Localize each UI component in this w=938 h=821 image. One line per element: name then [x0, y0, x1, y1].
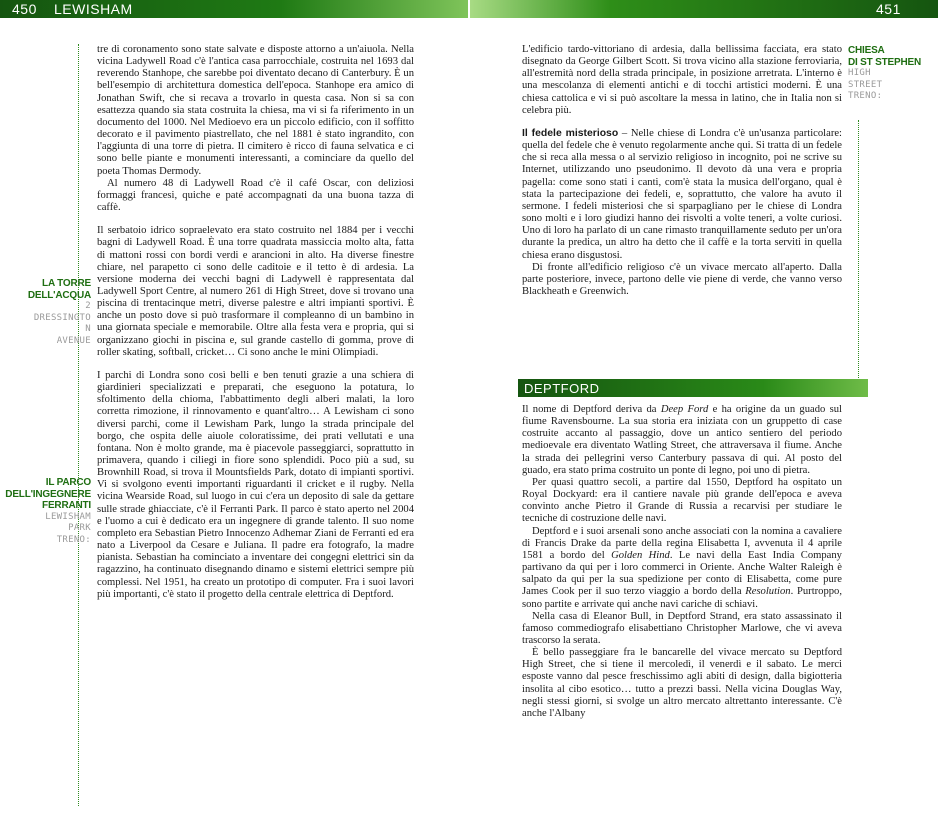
paragraph-st-stephen: L'edificio tardo-vittoriano di ardesia, dalla bellissima facciata, era stato disegnato da George Gilbert Scott. Si trova vicino alla stazione ferroviaria, all'estremità nord della strada principale, in posizione arretrata. L'interno è una mescolanza di elementi antichi e di tocchi artistici moderni. È una chiesa cattolica e vi si può ascoltare la messa in latino, che in Italia non si celebra più.	[522, 44, 842, 116]
sidenote-address: TRENO:	[56, 534, 91, 545]
paragraph: Nella casa di Eleanor Bull, in Deptford Strand, era stato assassinato il famoso commediografo elisabettiano Christopher Marlowe, che vi aveva trascorso la serata.	[522, 610, 842, 646]
right-page-number: 451	[876, 1, 901, 17]
paragraph: Di fronte all'edificio religioso c'è un vivace mercato all'aperto. Dalla parte posteriore, invece, partono delle vie piene di verde, che vanno verso Blackheath e Greenwich.	[522, 261, 842, 297]
paragraph-water-tower: Il serbatoio idrico sopraelevato era stato costruito nel 1884 per i vecchi bagni di Ladywell Road. È una torre quadrata massiccia molto alta, fatta di mattoni rossi con bordi verdi e arancioni in alto. Ha diverse finestre chiare, nel parapetto ci sono delle caditoie e il tetto è di ardesia. La versione moderna dei vecchi bagni di Ladywell è rappresentata dal Ladywell Sport Centre, al numero 261 di High Street, dove si trovano una piscina di trentacinque metri, diverse palestre e altri impianti sportivi. È anche un posto dove si può trasformare il compleanno di un bambino in una giornata speciale e memorabile. Oltre alla festa vera e propria, qui si organizzano giochi in piscina e, sul grande castello di gomma, prove di roller skating, softball, cricket… Ci sono anche le mini Olimpiadi.	[97, 225, 414, 358]
sidenote-address: N	[85, 324, 91, 334]
sidenote-address: LEWISHAM	[45, 511, 91, 522]
left-column	[97, 44, 414, 601]
sidenote-title: IL PARCO	[45, 477, 91, 488]
paragraph-mystery-worshipper: Il fedele misterioso – Nelle chiese di Londra c'è un'usanza particolare: quella del fedele che è venuto regolarmente anche qui. Si tratta di un fedele che si reca alla messa o al servizio religioso in incognito, poi ne scrive su Internet, utilizzando uno pseudonimo. Il devoto dà una vera e propria pagella: come sono stati i canti, com'è stata la musica dell'organo, qual è stata la partecipazione dei fedeli, e, soprattutto, che valore ha avuto il sermone. I fedeli misteriosi che si sparpagliano per le chiese di Londra sono molti e i loro giudizi hanno dei risvolti a volte teneri, a volte curiosi. Uno di loro ha parlato di un cane rimasto tranquillamente seduto per un'ora durante la predica, un altro ha detto che il caffè e la torta serviti in quella chiesa erano disgustosi.	[522, 127, 842, 261]
italic-ship-name: Golden Hind	[611, 549, 670, 561]
paragraph: È bello passeggiare fra le bancarelle del vivace mercato su Deptford High Street, che si tiene il mercoledì, il venerdì e il sabato. Le merci esposte vanno dal pesce freschissimo agli abiti di design, dalla bigiotteria insolita al cibo esotico… tutto a prezzi bassi. Nella vicina Douglas Way, negli stessi giorni, si svolge un altro mercato altrettanto interessante. C'è anche l'Albany	[522, 647, 842, 719]
paragraph: Deptford e i suoi arsenali sono anche associati con la nomina a cavaliere di Francis Drake da parte della regina Elisabetta I, avvenuta il 4 aprile 1581 a bordo del Golden Hind. Le navi della East India Company partivano da qui per i loro commerci in Oriente. Anche Walter Raleigh è salpato da qui per la sua spedizione per conto di Elisabetta, come pure James Cook per il suo terzo viaggio a bordo della Resolution. Purtroppo, sono partite e arrivate qui anche navi cariche di schiavi.	[522, 525, 842, 610]
sidenote-address: DRESSINGTO	[33, 312, 91, 323]
section-title: DEPTFORD	[524, 381, 600, 396]
sidenote-title: DI ST STEPHEN	[848, 56, 921, 68]
sidenote-water-tower	[0, 278, 91, 347]
right-column-deptford	[522, 404, 842, 720]
left-page-number: 450	[12, 1, 37, 17]
sidenote-title: DELL'INGEGNERE	[5, 488, 91, 500]
sidenote-address: 2	[85, 301, 91, 311]
paragraph: Il nome di Deptford deriva da Deep Ford e ha origine da un guado sul fiume Ravensbourne. La sua storia era iniziata con un gruppetto di case costruite accanto al passaggio, dove un antico sentiero del periodo medioevale era diventato Watling Street, che attraversava il fiume. Anche la strada dei pellegrini verso Canterbury passava di qui. Al posto del guado, era stato prima costruito un ponte di legno, poi uno di pietra.	[522, 404, 842, 476]
italic-term: Deep Ford	[660, 404, 709, 415]
italic-ship-name: Resolution	[745, 586, 791, 598]
sidenote-title: DELL'ACQUA	[27, 289, 91, 301]
left-dotted-rule	[78, 44, 79, 806]
sidenote-title: FERRANTI	[42, 500, 91, 511]
sidenote-address: TRENO:	[848, 91, 883, 101]
sidenote-address: STREET	[848, 79, 883, 90]
right-column-top	[522, 44, 842, 298]
sidenote-address: HIGH	[848, 68, 871, 78]
sidenote-title: CHIESA	[848, 45, 885, 56]
paragraph-ferranti-park: I parchi di Londra sono così belli e ben tenuti grazie a una schiera di giardinieri specializzati e preparati, che eseguono la potatura, lo sfoltimento della chioma, l'abbattimento degli alberi malati, la loro corretta rimozione, il rinnovamento e quant'altro… A Lewisham ci sono diversi parchi, come il Lewisham Park, lungo la strada principale del borgo, che ospita delle aiuole coloratissime, dei prati vellutati e una fontana. Non è molto grande, ma è piacevole passeggiarci, soprattutto in primavera, quando i ciliegi in fiore sono splendidi. Poco più a sud, su Brownhill Road, si trova il Mountsfields Park, dotato di impianti sportivi. Vi si svolgono eventi importanti riguardanti il cricket e il rugby. Nella vicina Wearside Road, sul luogo in cui c'era un deposito di sale da gettare sulle strade ghiacciate, c'è il Ferranti Park. Il parco è stato aperto nel 2004 e l'uomo a cui è dedicato era un ingegnere di grande talento. Il suo nome completo era Sebastian Pietro Innocenzo Adhemar Ziani de Ferranti ed era nato a Liverpool da Cesare e Juliana. Il padre era fotografo, la madre pianista. Sebastian ha cominciato a inventare dei congegni elettrici sin da ragazzino, ha continuato disegnando dinamo e sistemi elettrici sempre più complessi. Nel 1951, ha creato un prototipo di computer. Fra i suoi lavori più importanti, c'è stato il progetto della centrale elettrica di Deptford.	[97, 369, 414, 600]
sidenote-ferranti-park	[0, 477, 91, 546]
sidenote-address: PARK	[68, 523, 91, 533]
paragraph: tre di coronamento sono state salvate e disposte attorno a un'aiuola. Nella vicina Ladywell Road c'è l'antica casa parrocchiale, costruita nel 1693 dal reverendo Stanhope, che sarebbe poi diventato decano di Canterbury. È un bell'esempio di architettura domestica dell'epoca. Stanhope era amico di Jonathan Swift, che si recava a trovarlo in questa casa. Non si sa con esattezza quando sia stata costruita la chiesa, ma vi si fa riferimento in un documento del 1000. Nel Medioevo era un piccolo edificio, con il soffitto decorato e il pavimento piastrellato, che nel 1881 è stato ingrandito, con l'aggiunta di una torre di pietra. Il cimitero è ricco di fauna selvatica e ci sono belle piante e monumenti interessanti, a cominciare da quello del poeta Thomas Dermody.	[97, 44, 414, 177]
sidenote-st-stephen	[848, 45, 936, 103]
right-dotted-rule	[858, 120, 859, 382]
paragraph: Al numero 48 di Ladywell Road c'è il café Oscar, con deliziosi formaggi francesi, quiche e paté accompagnati da una buona tazza di caffè.	[97, 177, 414, 214]
left-running-title: LEWISHAM	[54, 1, 133, 17]
right-page-header	[470, 0, 938, 18]
paragraph: Per quasi quattro secoli, a partire dal 1550, Deptford ha ospitato un Royal Dockyard: era il cantiere navale più grande dell'epoca e aveva convinto anche Pietro il Grande di Russia a recarvisi per studiare le tecniche di costruzione delle navi.	[522, 476, 842, 525]
section-heading-bar	[518, 379, 868, 397]
paragraph-lead: Il fedele misterioso	[522, 127, 619, 139]
sidenote-title: LA TORRE	[42, 278, 91, 289]
sidenote-address: AVENUE	[56, 335, 91, 346]
